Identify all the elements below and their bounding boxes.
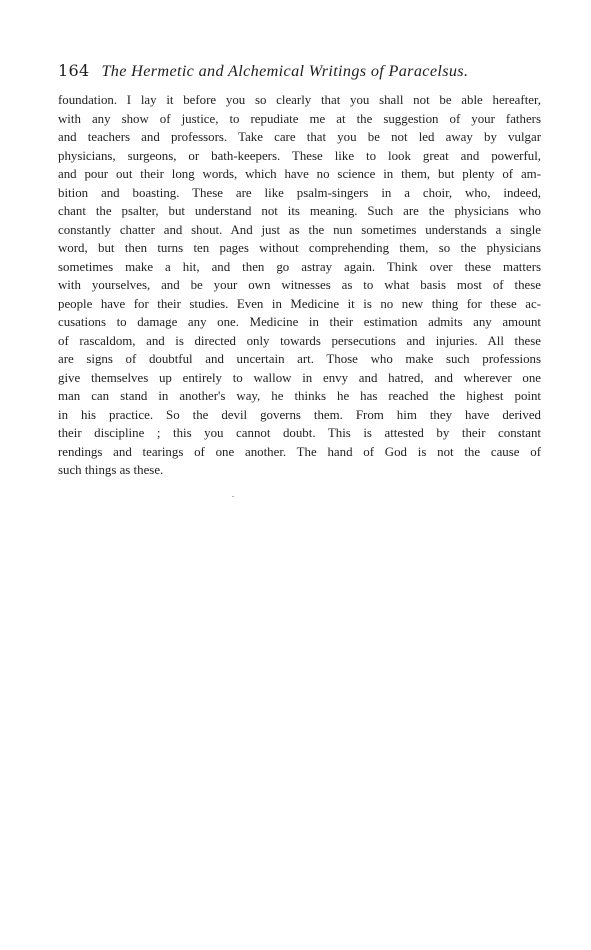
text-line: word, but then turns ten pages without comprehending them, so the physicians [58, 241, 541, 255]
text-line: with yourselves, and be your own witnesses as to what basis most of these [58, 278, 541, 292]
page-number: 164 [58, 61, 90, 80]
text-line: their discipline ; this you cannot doubt. This is attested by their constant [58, 426, 541, 440]
text-line: and pour out their long words, which have no science in them, but plenty of am- [58, 167, 541, 181]
text-line: foundation. I lay it before you so clearly that you shall not be able hereafter, [58, 93, 541, 107]
text-line: physicians, surgeons, or bath-keepers. These like to look great and powerful, [58, 148, 541, 163]
text-line: man can stand in another's way, he thinks he has reached the highest point [58, 389, 541, 403]
text-line: rendings and tearings of one another. The hand of God is not the cause of [58, 444, 541, 459]
text-line: with any show of justice, to repudiate me at the suggestion of your fathers [58, 111, 541, 126]
text-line: constantly chatter and shout. And just as the nun sometimes understands a single [58, 222, 541, 237]
text-line: cusations to damage any one. Medicine in their estimation admits any amount [58, 315, 541, 329]
text-line: chant the psalter, but understand not its meaning. Such are the physicians who [58, 204, 541, 218]
running-title: The Hermetic and Alchemical Writings of Paracelsus. [101, 62, 469, 80]
text-line: sometimes make a hit, and then go astray again. Think over these matters [58, 259, 541, 274]
text-line: and teachers and professors. Take care that you be not led away by vulgar [58, 130, 541, 144]
text-line: give themselves up entirely to wallow in envy and hatred, and wherever one [58, 370, 541, 385]
body-text [58, 91, 541, 480]
text-line: bition and boasting. These are like psalm-singers in a choir, who, indeed, [58, 185, 541, 200]
text-line: of rascaldom, and is directed only towards persecutions and injuries. All these [58, 333, 541, 348]
page-header [58, 61, 543, 83]
text-line-last: such things as these. [58, 463, 164, 477]
text-line: are signs of doubtful and uncertain art. Those who make such professions [58, 352, 541, 366]
text-line: in his practice. So the devil governs them. From him they have derived [58, 407, 541, 422]
text-line: people have for their studies. Even in Medicine it is no new thing for these ac- [58, 296, 541, 311]
print-speck [232, 496, 234, 497]
